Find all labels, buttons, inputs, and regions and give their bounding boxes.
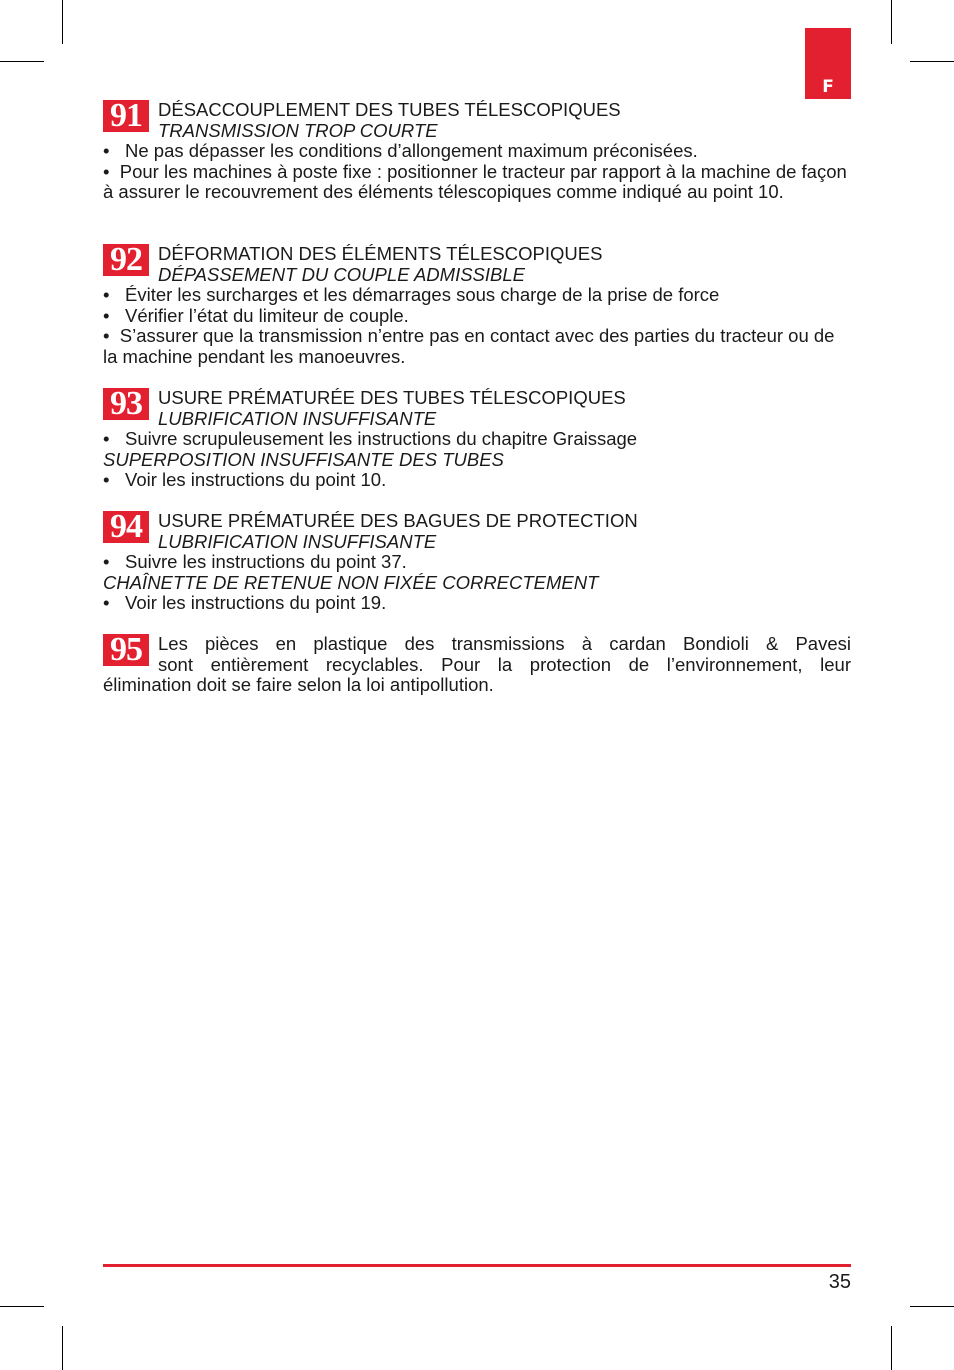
list-item (103, 429, 851, 450)
section-95 (103, 631, 851, 696)
section-number-badge: 92 (103, 244, 149, 276)
list-item (103, 470, 851, 491)
crop-mark (891, 0, 892, 44)
bullet-glyph: • (103, 325, 110, 346)
bullet-glyph: • (103, 304, 110, 326)
list-item (103, 162, 851, 203)
list-item-text: Voir les instructions du point 19. (125, 592, 387, 613)
section-subheading: DÉPASSEMENT DU COUPLE ADMISSIBLE (158, 263, 526, 285)
list-item-text: Ne pas dépasser les conditions d’allongement maximum préconisées. (125, 140, 698, 161)
section-heading: USURE PRÉMATURÉE DES TUBES TÉLESCOPIQUES (158, 387, 626, 408)
section-number-badge: 95 (103, 634, 149, 666)
list-item (103, 141, 851, 162)
section-subheading: LUBRIFICATION INSUFFISANTE (158, 530, 437, 552)
section-heading: USURE PRÉMATURÉE DES BAGUES DE PROTECTION (158, 510, 638, 531)
section-heading: DÉFORMATION DES ÉLÉMENTS TÉLESCOPIQUES (158, 243, 603, 264)
bullet-glyph: • (103, 469, 110, 490)
section-94 (103, 508, 851, 614)
section-subheading: SUPERPOSITION INSUFFISANTE DES TUBES (103, 448, 504, 470)
section-heading: DÉSACCOUPLEMENT DES TUBES TÉLESCOPIQUES (158, 99, 621, 120)
bullet-glyph: • (103, 140, 110, 161)
crop-mark (62, 0, 63, 44)
section-92 (103, 241, 851, 367)
section-number-badge: 93 (103, 388, 149, 420)
language-tab (805, 28, 851, 99)
bullet-glyph: • (103, 551, 110, 572)
paragraph-line: sont entièrement recyclables. Pour la protection de l’environnement, leur (158, 653, 851, 675)
footer-rule (103, 1264, 851, 1267)
crop-mark (910, 1306, 954, 1307)
list-item (103, 552, 851, 573)
bullet-glyph: • (103, 592, 110, 613)
section-number-badge: 94 (103, 511, 149, 543)
list-item-text: S’assurer que la transmission n’entre pas en contact avec des parties du tracteur ou de la machine pendant les manoeuvres. (103, 325, 835, 367)
list-item-text: Suivre les instructions du point 37. (125, 551, 407, 572)
crop-mark (62, 1326, 63, 1370)
bullet-glyph: • (103, 428, 110, 449)
list-item (103, 593, 851, 614)
bullet-glyph: • (103, 160, 110, 182)
list-item-text: Pour les machines à poste fixe : positionner le tracteur par rapport à la machine de façon à assurer le recouvrement des éléments télescopiques comme indiqué au point 10. (103, 160, 847, 202)
list-item (103, 285, 851, 306)
section-93 (103, 385, 851, 491)
list-item-text: Voir les instructions du point 10. (125, 469, 387, 490)
list-item (103, 326, 851, 367)
section-subheading: CHAÎNETTE DE RETENUE NON FIXÉE CORRECTEMENT (103, 571, 599, 593)
paragraph-line: élimination doit se faire selon la loi antipollution. (103, 674, 494, 695)
crop-mark (0, 1306, 44, 1307)
section-91 (103, 97, 851, 203)
list-item-text: Suivre scrupuleusement les instructions du chapitre Graissage (125, 428, 638, 449)
list-item-text: Éviter les surcharges et les démarrages sous charge de la prise de force (125, 284, 720, 305)
list-item (103, 306, 851, 327)
crop-mark (0, 61, 44, 62)
paragraph-line: Les pièces en plastique des transmissions à cardan Bondioli & Pavesi (158, 633, 851, 654)
language-tab-letter: F (822, 77, 834, 97)
page-number: 35 (828, 1271, 851, 1293)
list-item-text: Vérifier l’état du limiteur de couple. (125, 304, 409, 326)
crop-mark (910, 61, 954, 62)
section-subheading: TRANSMISSION TROP COURTE (158, 119, 438, 141)
bullet-glyph: • (103, 284, 110, 305)
crop-mark (891, 1326, 892, 1370)
section-number-badge: 91 (103, 100, 149, 132)
section-subheading: LUBRIFICATION INSUFFISANTE (158, 407, 437, 429)
